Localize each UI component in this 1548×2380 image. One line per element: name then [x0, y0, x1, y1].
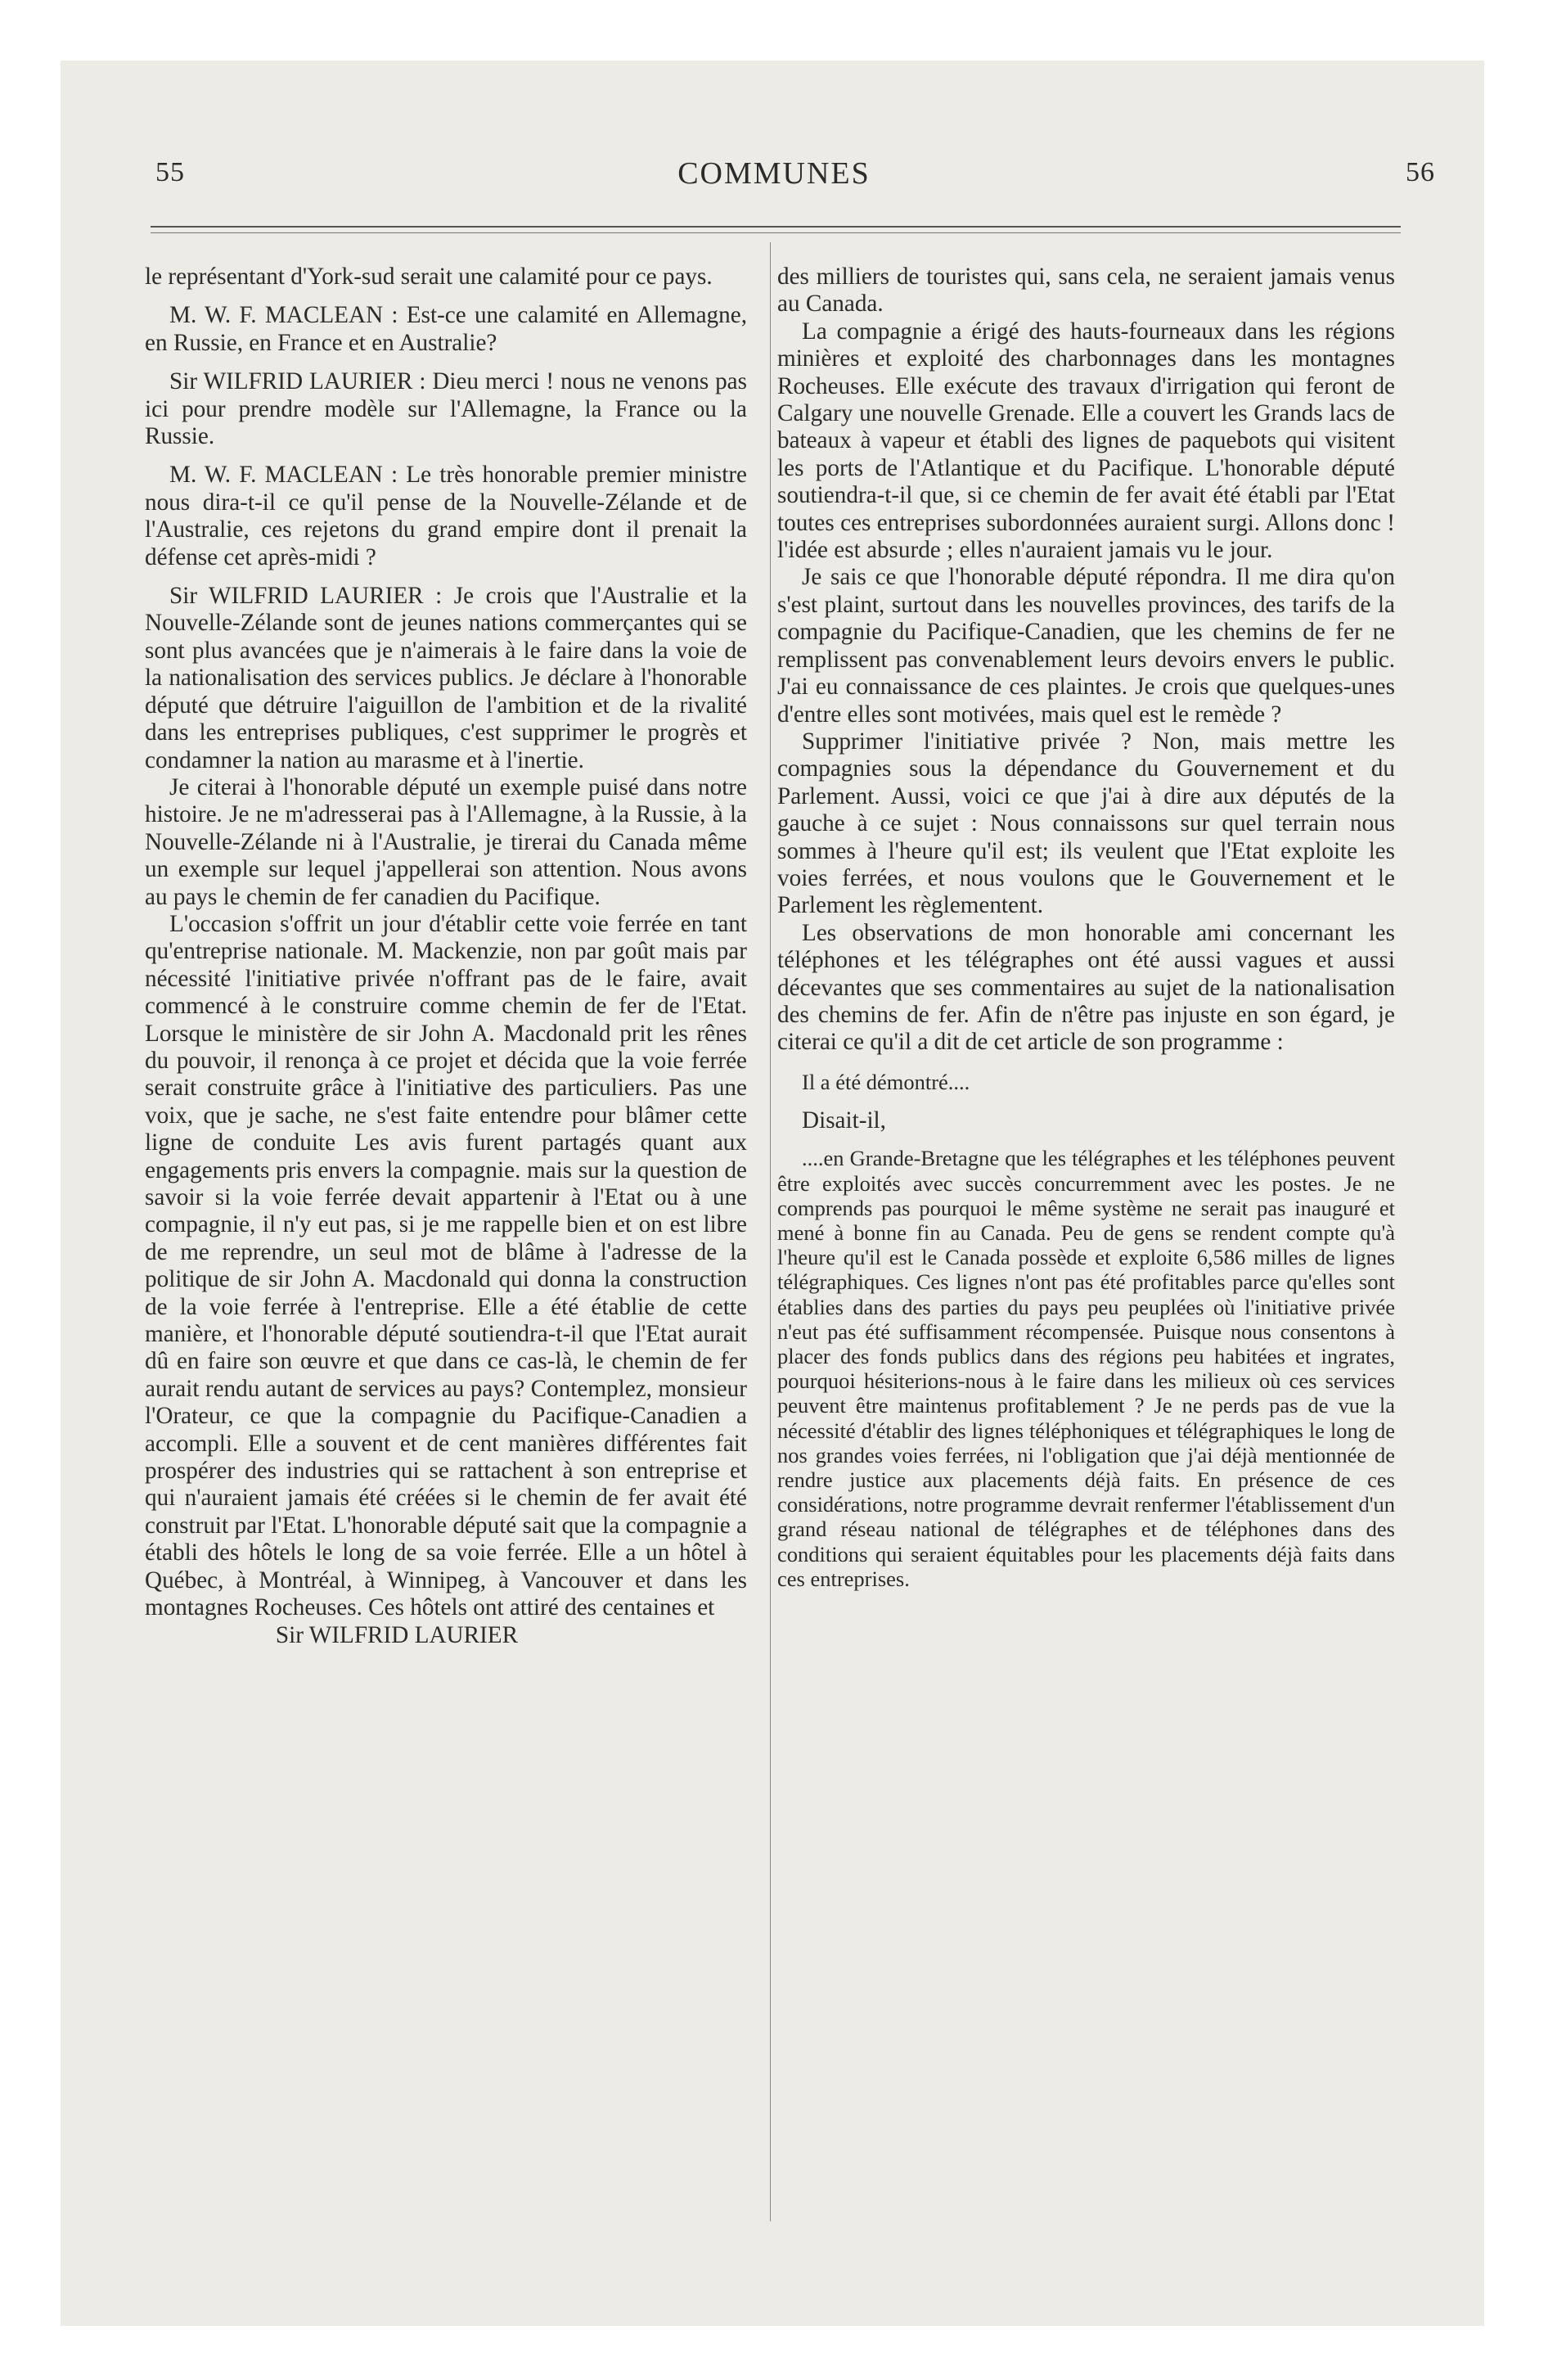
paragraph: des milliers de touristes qui, sans cela, ne seraient jamais venus au Canada.	[777, 264, 1395, 318]
paragraph: L'occasion s'offrit un jour d'établir cette voie ferrée en tant qu'entreprise nationale. M. Mackenzie, non par goût mais par nécessité l'initiative privée n'offrant pas de le faire, avait commencé à le construire comme chemin de fer de l'Etat. Lorsque le ministère de sir John A. Macdonald prit les rênes du pouvoir, il renonça à ce projet et décida que la voie ferrée serait construite grâce à l'initiative des particuliers. Pas une voix, que je sache, ne s'est faite entendre pour blâmer cette ligne de conduite Les avis furent partagés quant aux engagements pris envers la compagnie. mais sur la question de savoir si la voie ferrée devait appartenir à l'Etat ou à une compagnie, il n'y eut pas, si je me rappelle bien et on est libre de me reprendre, un seul mot de blâme à l'adresse de la politique de sir John A. Macdonald qui donna la construction de la voie ferrée à l'entreprise. Elle a été établie de cette manière, et l'honorable député soutiendra-t-il que l'Etat aurait dû en faire son œuvre et que dans ce cas-là, le chemin de fer aurait rendu autant de services au pays? Contemplez, monsieur l'Orateur, ce que la compagnie du Pacifique-Canadien a accompli. Elle a souvent et de cent manières différentes fait prospérer des industries qui se rattachent à son entreprise et qui n'auraient jamais été créées si le chemin de fer avait été construit par l'Etat. L'honorable député sait que la compagnie a établi des hôtels le long de sa voie ferrée. Elle a un hôtel à Québec, à Montréal, à Winnipeg, à Vancouver et dans les montagnes Rocheuses. Ces hôtels ont attiré des centaines et	[145, 910, 747, 1621]
header-rule	[151, 226, 1401, 228]
column-divider	[770, 242, 771, 2221]
speaker-footer: Sir WILFRID LAURIER	[275, 1621, 519, 1648]
running-title: COMMUNES	[677, 156, 871, 191]
paragraph: Disait-il,	[802, 1107, 886, 1134]
page-number-left: 55	[155, 157, 185, 187]
paragraph: Je citerai à l'honorable député un exemple puisé dans notre histoire. Je ne m'adresserai pas à l'Allemagne, à la Russie, à la Nouvelle-Zélande ni à l'Australie, je tirerai du Canada même un exemple sur lequel j'appellerai son attention. Nous avons au pays le chemin de fer canadien du Pacifique.	[145, 773, 747, 910]
paragraph: Sir WILFRID LAURIER : Je crois que l'Australie et la Nouvelle-Zélande sont de jeunes nations commerçantes qui se sont plus avancées que je n'aimerais à le faire dans la voie de la nationalisation des services publics. Je déclare à l'honorable député que détruire l'aiguillon de l'ambition et de la rivalité dans les entreprises publiques, c'est supprimer le progrès et condamner la nation au marasme et à l'inertie.	[145, 583, 747, 773]
paragraph: La compagnie a érigé des hauts-fourneaux dans les régions minières et exploité des charbonnages dans les montagnes Rocheuses. Elle exécute des travaux d'irrigation qui feront de Calgary une nouvelle Grenade. Elle a couvert les Grands lacs de bateaux à vapeur et établi des lignes de paquebots qui visitent les ports de l'Atlantique et du Pacifique. L'honorable député soutiendra-t-il que, si ce chemin de fer avait été établi par l'Etat toutes ces entreprises subordonnées auraient surgi. Allons donc ! l'idée est absurde ; elles n'auraient jamais vu le jour.	[777, 318, 1395, 564]
paragraph: M. W. F. MACLEAN : Est-ce une calamité en Allemagne, en Russie, en France et en Australie?	[145, 302, 747, 356]
quoted-text: Il a été démontré....	[802, 1069, 970, 1094]
quoted-text: ....en Grande-Bretagne que les télégraphes et les téléphones peuvent être exploités avec succès concurremment avec les postes. Je ne comprends pas pourquoi le même système ne serait pas inauguré et mené à bonne fin au Canada. Peu de gens se rendent compte qu'à l'heure qu'il est le Canada possède et exploite 6,586 milles de lignes télégraphiques. Ces lignes n'ont pas été profitables parce qu'elles sont établies dans des parties du pays peu peuplées où l'initiative privée n'eut pas été suffisamment récompensée. Puisque nous consentons à placer des fonds publics dans des régions peu habitées et ingrates, pourquoi hésiterions-nous à le faire dans les milieux où ces services peuvent être maintenus profitablement ? Je ne perds pas de vue la nécessité d'établir des lignes téléphoniques et télégraphiques le long de nos grandes voies ferrées, ni l'obligation que j'ai déjà mentionnée de rendre justice aux placements déjà faits. En présence de ces considérations, notre programme devrait renfermer l'établissement d'un grand réseau national de télégraphes et de téléphones dans des conditions qui seraient équitables pour les placements déjà faits dans ces entreprises.	[777, 1146, 1395, 1591]
right-column	[777, 264, 1395, 1591]
paragraph: le représentant d'York-sud serait une calamité pour ce pays.	[145, 264, 713, 290]
paragraph: Sir WILFRID LAURIER : Dieu merci ! nous ne venons pas ici pour prendre modèle sur l'Allemagne, la France ou la Russie.	[145, 368, 747, 450]
paragraph: Les observations de mon honorable ami concernant les téléphones et les télégraphes ont été aussi vagues et aussi décevantes que ses commentaires au sujet de la nationalisation des chemins de fer. Afin de n'être pas injuste en son égard, je citerai ce qu'il a dit de cet article de son programme :	[777, 919, 1395, 1056]
left-column	[145, 264, 747, 1649]
header-rule-thin	[151, 232, 1401, 233]
paragraph: M. W. F. MACLEAN : Le très honorable premier ministre nous dira-t-il ce qu'il pense de la Nouvelle-Zélande et de l'Australie, ces rejetons du grand empire dont il prenait la défense cet après-midi ?	[145, 462, 747, 570]
paragraph: Supprimer l'initiative privée ? Non, mais mettre les compagnies sous la dépendance du Gouvernement et du Parlement. Aussi, voici ce que j'ai à dire aux députés de la gauche à ce sujet : Nous connaissons sur quel terrain nous sommes à l'heure qu'il est; ils veulent que l'Etat exploite les voies ferrées, et nous voulons que le Gouvernement et le Parlement les règlementent.	[777, 728, 1395, 919]
paragraph: Je sais ce que l'honorable député répondra. Il me dira qu'on s'est plaint, surtout dans les nouvelles provinces, des tarifs de la compagnie du Pacifique-Canadien, que les chemins de fer ne remplissent pas convenablement leurs devoirs envers le public. J'ai eu connaissance de ces plaintes. Je crois que quelques-unes d'entre elles sont motivées, mais quel est le remède ?	[777, 564, 1395, 728]
page-number-right: 56	[1406, 157, 1435, 187]
